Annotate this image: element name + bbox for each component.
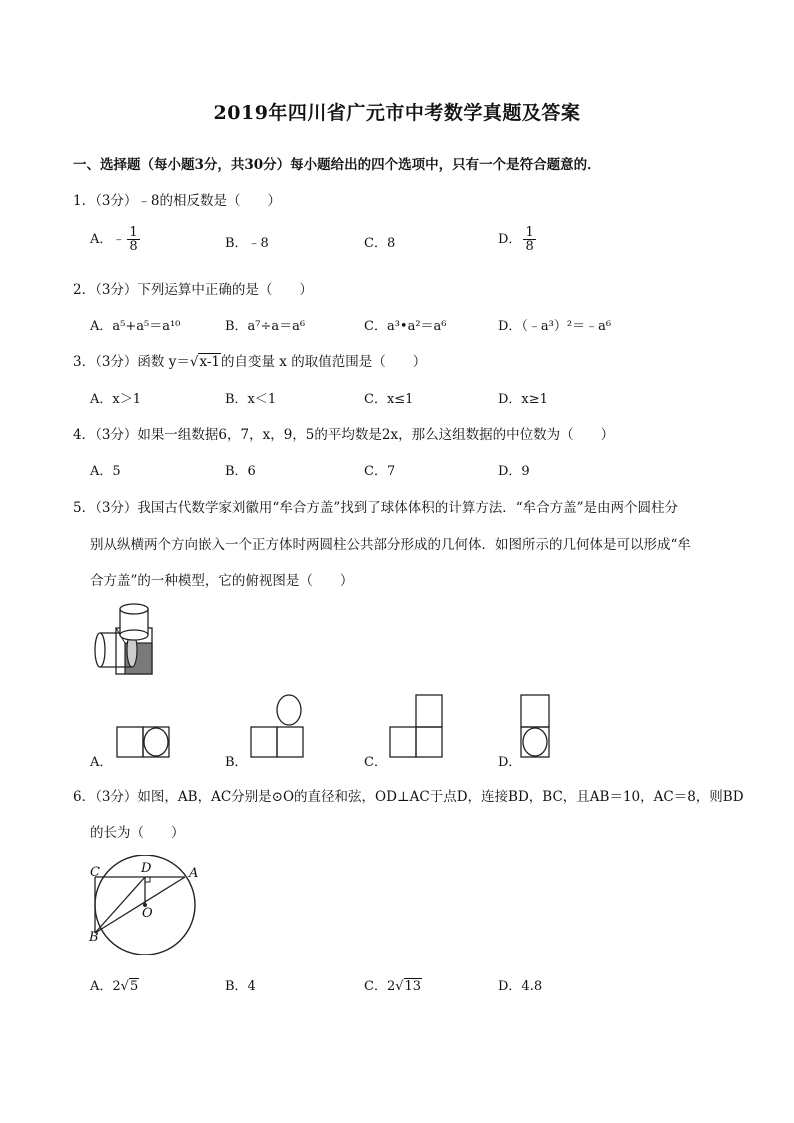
option-c-prefix: C．2 xyxy=(364,979,396,994)
square-root: √13 xyxy=(395,979,422,994)
question-3-option-d: D．x≥1 xyxy=(498,392,548,407)
radicand: 5 xyxy=(129,979,139,994)
section-heading: 一、选择题（每小题3分，共30分）每小题给出的四个选项中，只有一个是符合题意的． xyxy=(73,157,601,173)
question-5-solid-figure xyxy=(92,603,158,681)
question-1-option-c: C．8 xyxy=(364,236,396,251)
option-a-prefix: A．﹣ xyxy=(90,232,126,247)
fraction xyxy=(127,226,139,253)
question-4-option-b: B．6 xyxy=(225,464,256,479)
stem-suffix: 的自变量 x 的取值范围是（ ） xyxy=(221,354,427,370)
fraction-numerator: 1 xyxy=(129,225,138,240)
question-3-option-c: C．x≤1 xyxy=(364,392,414,407)
question-5-option-a-figure xyxy=(115,725,171,761)
option-d-prefix: D． xyxy=(498,232,522,247)
point-c-label: C xyxy=(90,865,100,880)
question-3-stem xyxy=(73,350,426,370)
fraction xyxy=(523,226,535,253)
question-5-line-1: 5．（3分）我国古代数学家刘徽用“牟合方盖”找到了球体体积的计算方法．“牟合方盖”是由两个圆柱分 xyxy=(73,500,679,516)
question-1-stem: 1．（3分）﹣8的相反数是（ ） xyxy=(73,193,282,209)
radicand: 13 xyxy=(404,979,422,994)
point-d-label: D xyxy=(141,861,152,876)
point-a-label: A xyxy=(189,866,199,881)
question-3-option-a: A．x＞1 xyxy=(90,392,141,407)
question-3-option-b: B．x＜1 xyxy=(225,392,277,407)
fraction-denominator: 8 xyxy=(129,239,138,254)
question-6-option-c xyxy=(364,975,422,994)
question-1-option-a xyxy=(90,226,140,253)
question-4-option-a: A．5 xyxy=(90,464,121,479)
question-5-option-d-figure xyxy=(519,693,551,761)
square-root: √x-1 xyxy=(189,354,220,370)
question-2-option-b: B．a⁷÷a＝a⁶ xyxy=(225,319,306,334)
question-6-line-1: 6．（3分）如图，AB，AC分别是⊙O的直径和弦，OD⊥AC于点D，连接BD，BC，且AB＝10，AC＝8，则BD xyxy=(73,789,744,805)
question-1-option-d xyxy=(498,226,536,253)
question-5-option-b-figure xyxy=(249,693,305,761)
question-2-stem: 2．（3分）下列运算中正确的是（ ） xyxy=(73,282,313,298)
square-root: √5 xyxy=(120,979,139,994)
question-1-option-b: B．﹣8 xyxy=(225,236,269,251)
question-2-option-c: C．a³•a²＝a⁶ xyxy=(364,319,447,334)
question-6-option-b: B．4 xyxy=(225,979,256,994)
question-5-option-d-label: D． xyxy=(498,755,522,770)
question-5-line-3: 合方盖”的一种模型，它的俯视图是（ ） xyxy=(90,573,354,589)
question-4-option-d: D．9 xyxy=(498,464,530,479)
point-b-label: B xyxy=(89,930,99,945)
question-5-option-c-figure xyxy=(388,693,444,761)
fraction-denominator: 8 xyxy=(525,239,534,254)
question-2-option-d: D．（﹣a³）²＝﹣a⁶ xyxy=(498,319,612,334)
option-a-prefix: A．2 xyxy=(90,979,121,994)
page-title: 2019年四川省广元市中考数学真题及答案 xyxy=(213,102,581,124)
point-o-label: O xyxy=(142,906,153,921)
question-6-option-d: D．4.8 xyxy=(498,979,543,994)
question-4-stem: 4．（3分）如果一组数据6，7，x，9，5的平均数是2x，那么这组数据的中位数为（ ） xyxy=(73,427,615,443)
question-5-option-b-label: B． xyxy=(225,755,248,770)
radicand: x-1 xyxy=(199,354,220,370)
fraction-numerator: 1 xyxy=(525,225,534,240)
question-6-line-2: 的长为（ ） xyxy=(90,825,185,841)
question-5-option-c-label: C． xyxy=(364,755,387,770)
question-5-option-a-label: A． xyxy=(90,755,113,770)
question-6-option-a xyxy=(90,975,139,994)
question-2-option-a: A．a⁵+a⁵＝a¹⁰ xyxy=(90,319,181,334)
question-5-line-2: 别从纵横两个方向嵌入一个正方体时两圆柱公共部分形成的几何体．如图所示的几何体是可以形成“牟 xyxy=(90,537,691,553)
stem-prefix: 3．（3分）函数 y＝ xyxy=(73,354,190,370)
question-4-option-c: C．7 xyxy=(364,464,396,479)
